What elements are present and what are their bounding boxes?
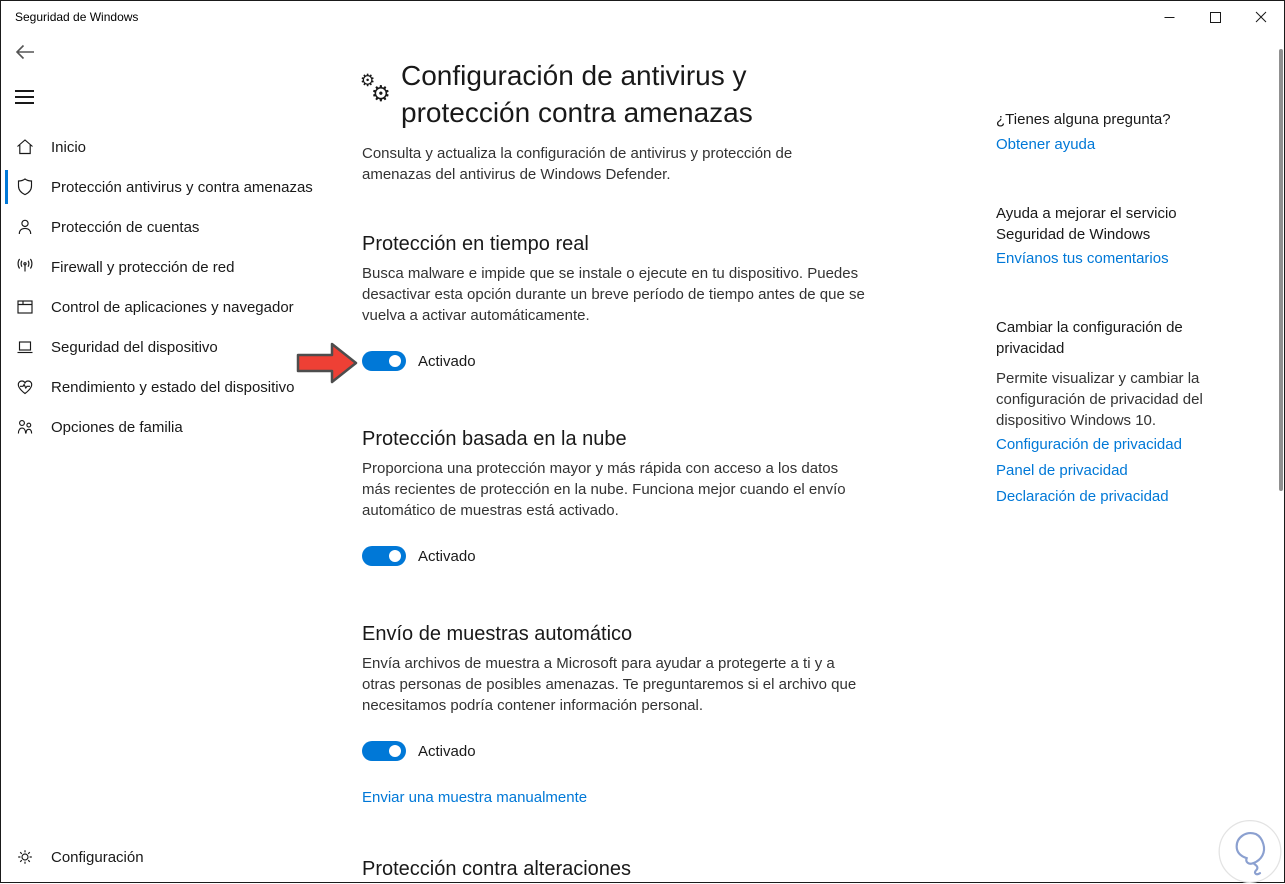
- section-title-cloud: Protección basada en la nube: [362, 428, 627, 450]
- section-title-realtime: Protección en tiempo real: [362, 233, 589, 255]
- sidebar-item-inicio[interactable]: [1, 127, 341, 167]
- network-icon: [15, 257, 35, 277]
- sidebar-item-label: Protección de cuentas: [51, 218, 200, 236]
- page-description: Consulta y actualiza la configuración de antivirus y protección de amenazas del antivirus de Windows Defender.: [362, 145, 793, 183]
- window-title: Seguridad de Windows: [15, 10, 139, 24]
- vertical-scrollbar[interactable]: [1279, 49, 1283, 491]
- maximize-button[interactable]: [1192, 1, 1238, 33]
- sidebar-item-rendimiento[interactable]: [1, 367, 341, 407]
- realtime-protection-toggle[interactable]: [362, 351, 476, 371]
- minimize-button[interactable]: [1146, 1, 1192, 33]
- home-icon: [15, 137, 35, 157]
- person-icon: [15, 217, 35, 237]
- sidebar-item-label: Configuración: [51, 848, 144, 866]
- section-desc-samples: Envía archivos de muestra a Microsoft para ayudar a protegerte a ti y a otras personas de posibles amenazas. Te preguntaremos si el archivo que necesitamos podría contener información personal.: [362, 655, 857, 714]
- window-controls: [1146, 1, 1284, 33]
- back-button[interactable]: [11, 41, 39, 65]
- privacy-statement-link[interactable]: Declaración de privacidad: [996, 488, 1169, 505]
- privacy-settings-link[interactable]: Configuración de privacidad: [996, 436, 1182, 453]
- toggle-state-label: Activado: [418, 547, 476, 565]
- sidebar-item-opciones-familia[interactable]: [1, 407, 341, 447]
- section-desc-realtime: Busca malware e impide que se instale o ejecute en tu dispositivo. Puedes desactivar esta opción durante un breve período de tiempo antes de que se vuelva a activar automáticamente.: [362, 265, 865, 324]
- sidebar-item-label: Opciones de familia: [51, 418, 183, 436]
- sidebar-item-proteccion-antivirus[interactable]: [1, 167, 341, 207]
- watermark-logo-icon: [1211, 819, 1285, 884]
- sidebar-footer: [1, 837, 341, 877]
- toggle-state-label: Activado: [418, 742, 476, 760]
- titlebar: [1, 1, 1284, 33]
- sidebar-item-label: Firewall y protección de red: [51, 258, 235, 276]
- sample-submission-toggle[interactable]: [362, 741, 476, 761]
- gear-icon: [15, 847, 35, 867]
- sidebar-item-label: Inicio: [51, 138, 87, 156]
- close-button[interactable]: [1238, 1, 1284, 33]
- privacy-dashboard-link[interactable]: Panel de privacidad: [996, 462, 1128, 479]
- sidebar-item-control-aplicaciones[interactable]: [1, 287, 341, 327]
- device-icon: [15, 337, 35, 357]
- sidebar-item-firewall[interactable]: [1, 247, 341, 287]
- section-desc-cloud: Proporciona una protección mayor y más rápida con acceso a los datos más recientes de protección en la nube. Funciona mejor cuando el envío automático de muestras está activado.: [362, 460, 846, 519]
- privacy-description: Permite visualizar y cambiar la configuración de privacidad del dispositivo Windows 10.: [996, 370, 1203, 429]
- section-title-tamper: Protección contra alteraciones: [362, 858, 632, 880]
- privacy-heading: Cambiar la configuración de privacidad: [996, 319, 1183, 357]
- feedback-heading: Ayuda a mejorar el servicio Seguridad de Windows: [996, 205, 1177, 243]
- question-heading: ¿Tienes alguna pregunta?: [996, 111, 1171, 128]
- cloud-protection-toggle[interactable]: [362, 546, 476, 566]
- shield-icon: [15, 177, 35, 197]
- sidebar-item-label: Rendimiento y estado del dispositivo: [51, 378, 295, 396]
- sidebar-item-proteccion-cuentas[interactable]: [1, 207, 341, 247]
- gears-icon: ⚙ ⚙: [360, 71, 391, 107]
- toggle-state-label: Activado: [418, 352, 476, 370]
- hamburger-icon: [15, 90, 34, 92]
- menu-button[interactable]: [15, 89, 43, 109]
- heart-pulse-icon: [15, 377, 35, 397]
- red-arrow-annotation: [295, 339, 361, 387]
- sidebar-item-label: Protección antivirus y contra amenazas: [51, 178, 313, 196]
- toggle-on-icon[interactable]: [362, 546, 406, 566]
- page-title: Configuración de antivirus y protección contra amenazas: [401, 60, 753, 128]
- minimize-icon: [1164, 12, 1175, 23]
- sidebar: [1, 127, 341, 447]
- sidebar-item-configuracion[interactable]: [1, 837, 341, 877]
- app-window-icon: [15, 297, 35, 317]
- sidebar-item-label: Seguridad del dispositivo: [51, 338, 218, 356]
- section-title-samples: Envío de muestras automático: [362, 623, 633, 645]
- back-arrow-icon: [14, 43, 36, 61]
- submit-sample-link[interactable]: Enviar una muestra manualmente: [362, 789, 588, 806]
- toggle-on-icon[interactable]: [362, 351, 406, 371]
- toggle-on-icon[interactable]: [362, 741, 406, 761]
- sidebar-item-seguridad-dispositivo[interactable]: [1, 327, 341, 367]
- get-help-link[interactable]: Obtener ayuda: [996, 136, 1096, 153]
- maximize-icon: [1210, 12, 1221, 23]
- sidebar-item-label: Control de aplicaciones y navegador: [51, 298, 294, 316]
- family-icon: [15, 417, 35, 437]
- close-icon: [1255, 11, 1267, 23]
- feedback-link[interactable]: Envíanos tus comentarios: [996, 250, 1169, 267]
